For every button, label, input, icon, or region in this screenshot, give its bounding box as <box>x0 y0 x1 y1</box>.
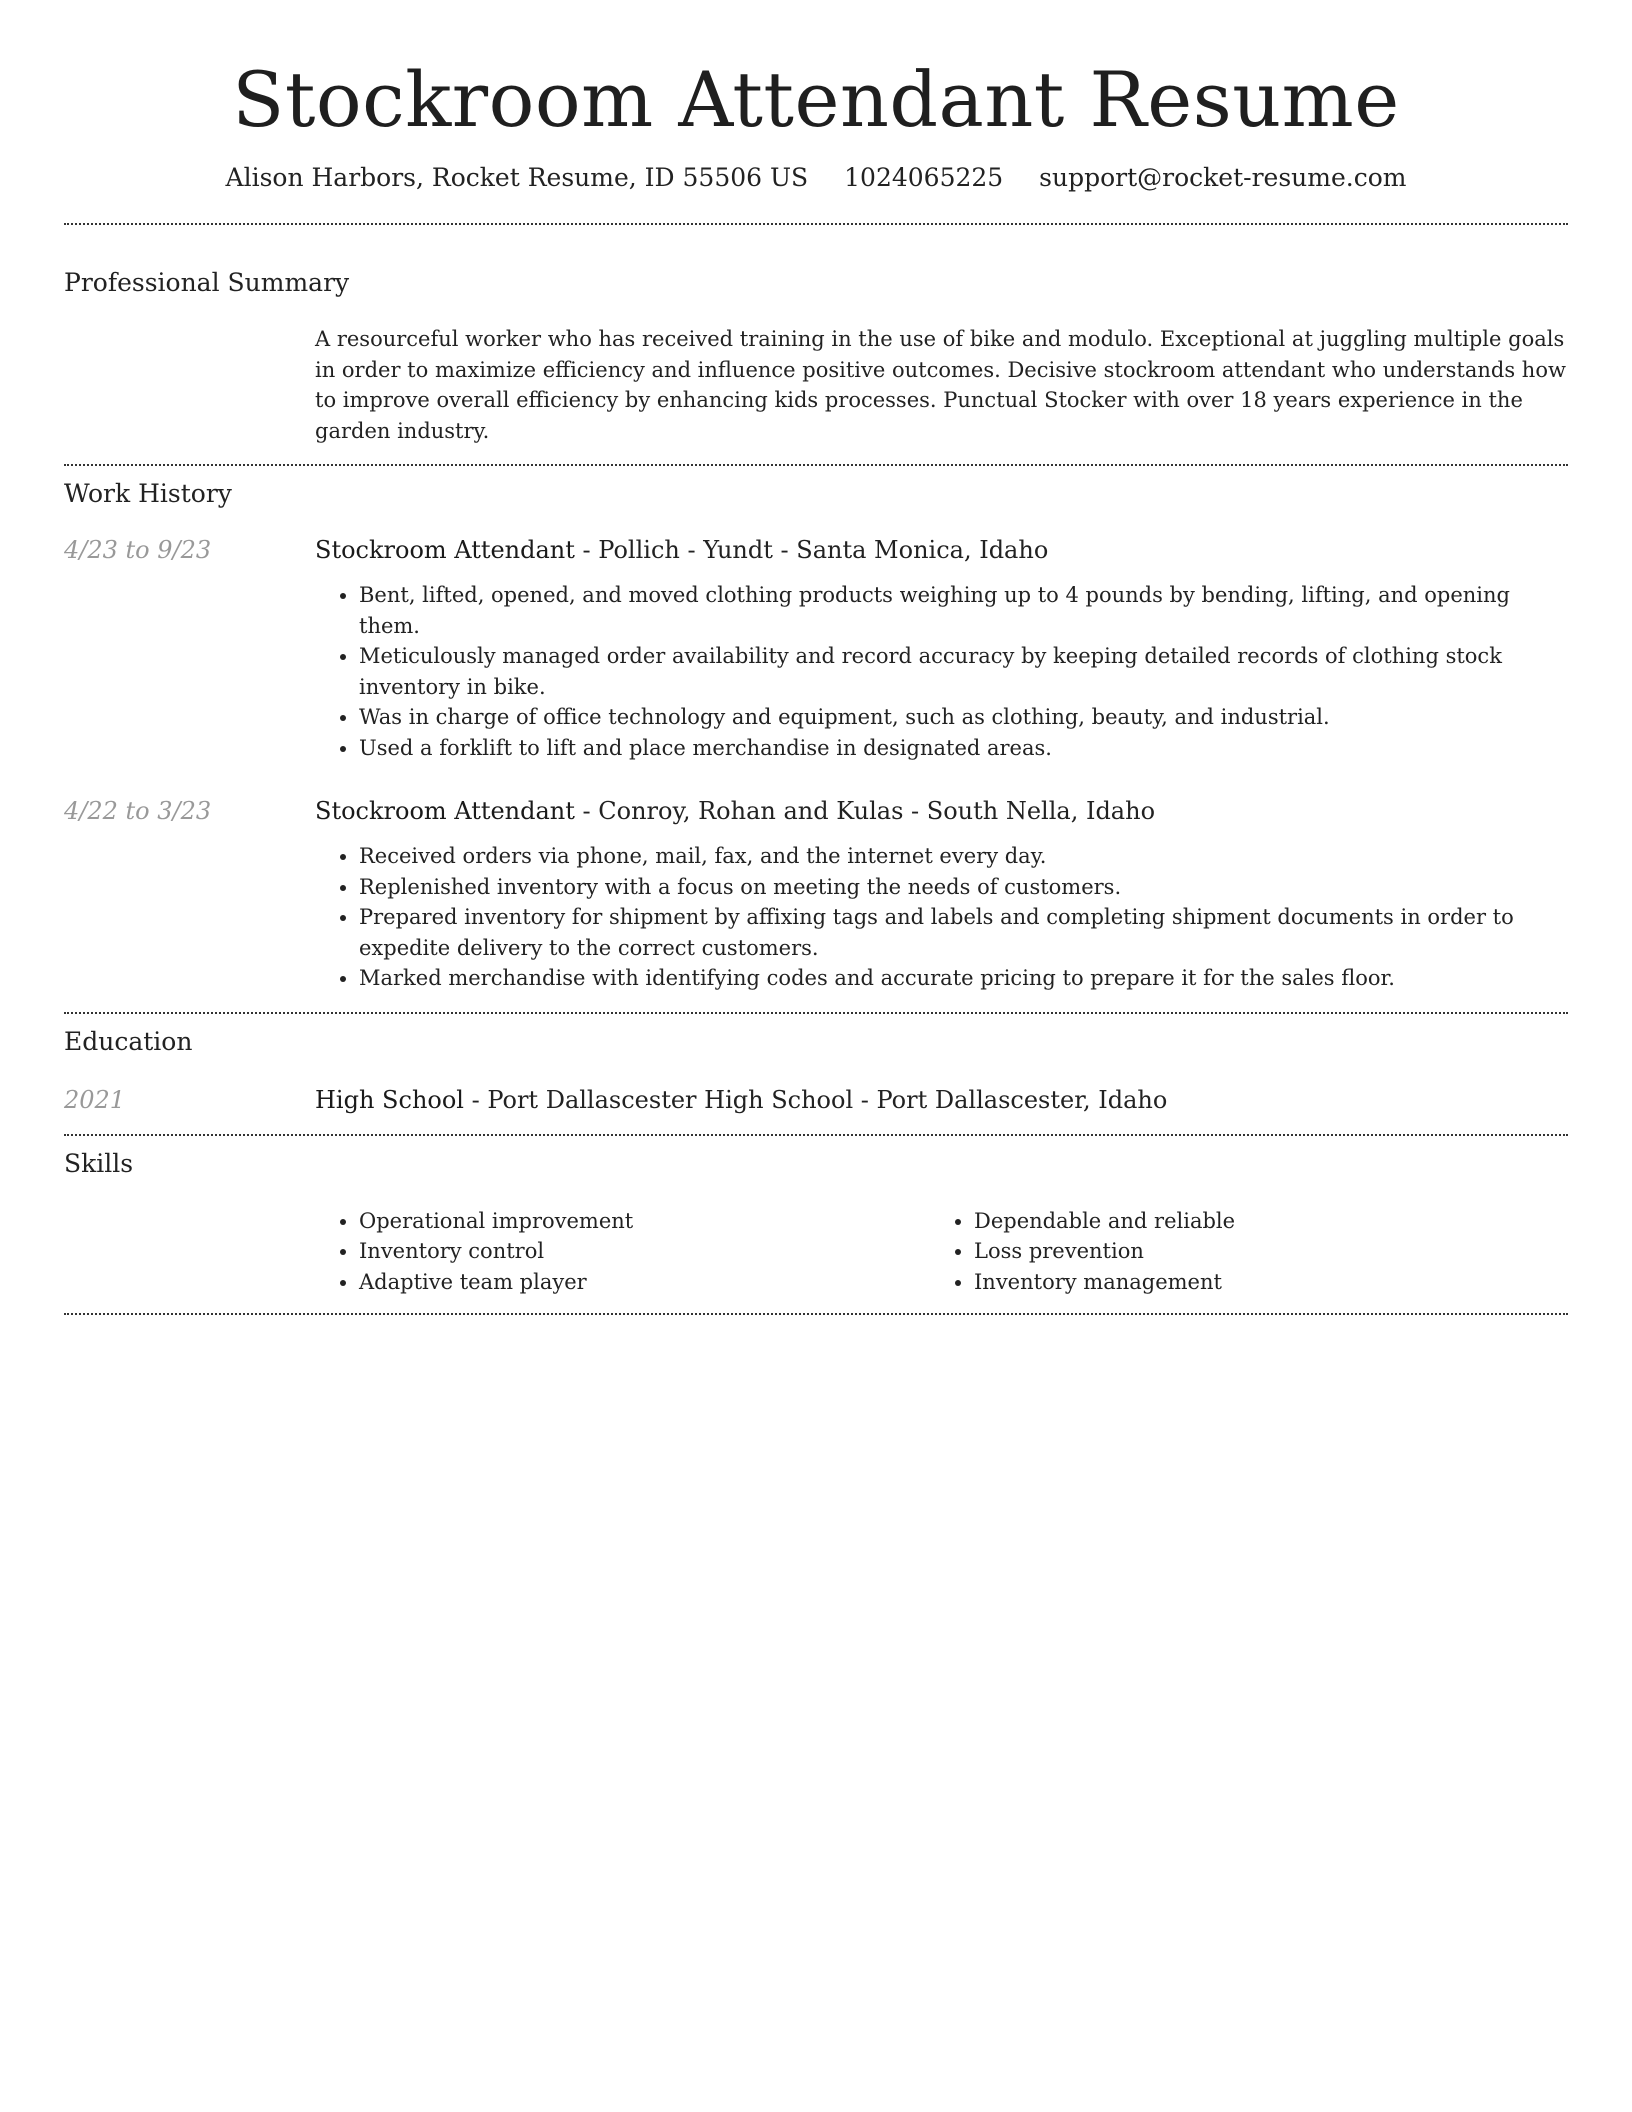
section-divider <box>64 1134 1568 1136</box>
resume-title: Stockroom Attendant Resume <box>232 55 1400 144</box>
education-degree: High School <box>315 1085 464 1114</box>
skill-item: • Inventory control <box>359 1236 930 1267</box>
job-title-line <box>315 795 1568 827</box>
skills-grid <box>315 1206 1568 1298</box>
skills-section <box>64 1148 1568 1298</box>
job-role: Stockroom Attendant <box>315 797 575 825</box>
education-title-line <box>315 1084 1568 1116</box>
work-history-section <box>64 478 1568 994</box>
contact-line <box>64 162 1568 194</box>
job-body <box>315 795 1568 994</box>
job-details: - Pollich - Yundt - Santa Monica, Idaho <box>574 536 1049 564</box>
job-details: - Conroy, Rohan and Kulas - South Nella, Idaho <box>574 797 1156 825</box>
education-entry <box>64 1084 1568 1116</box>
skill-item: • Adaptive team player <box>359 1267 930 1298</box>
job-bullet: • Marked merchandise with identifying codes and accurate pricing to prepare it for the sales floor. <box>359 963 1568 994</box>
section-divider <box>64 1012 1568 1014</box>
summary-text: A resourceful worker who has received training in the use of bike and modulo. Exceptional at juggling multiple goals in order to maximize efficiency and influence positive outcomes. Decisive stockroom attendant who understands how to improve overall efficiency by enhancing kids processes. Punctual Stocker with over 18 years experience in the garden industry. <box>315 327 1566 443</box>
skill-item: • Loss prevention <box>974 1236 1545 1267</box>
job-bullet: • Used a forklift to lift and place merchandise in designated areas. <box>359 733 1568 764</box>
job-entry <box>64 795 1568 994</box>
summary-section <box>64 267 1568 446</box>
summary-heading: Professional Summary <box>64 268 350 297</box>
contact-address: Alison Harbors, Rocket Resume, ID 55506 US <box>225 163 809 192</box>
education-body <box>315 1084 1568 1116</box>
section-divider <box>64 1313 1568 1315</box>
job-bullet: • Received orders via phone, mail, fax, and the internet every day. <box>359 841 1568 872</box>
job-bullet: • Was in charge of office technology and equipment, such as clothing, beauty, and industrial. <box>359 702 1568 733</box>
job-bullet: • Bent, lifted, opened, and moved clothing products weighing up to 4 pounds by bending, lifting, and opening them. <box>359 580 1568 641</box>
contact-phone: 1024065225 <box>844 163 1004 192</box>
job-bullet: • Replenished inventory with a focus on meeting the needs of customers. <box>359 872 1568 903</box>
job-entry <box>64 534 1568 763</box>
job-title-line <box>315 534 1568 566</box>
job-bullet: • Prepared inventory for shipment by affixing tags and labels and completing shipment documents in order to expedite delivery to the correct customers. <box>359 902 1568 963</box>
education-date: 2021 <box>64 1085 126 1114</box>
job-bullet: • Meticulously managed order availability and record accuracy by keeping detailed records of clothing stock inventory in bike. <box>359 641 1568 702</box>
skills-column-right <box>930 1206 1545 1298</box>
work-history-heading: Work History <box>64 479 232 508</box>
job-body <box>315 534 1568 763</box>
education-section <box>64 1026 1568 1116</box>
skills-heading: Skills <box>64 1148 134 1178</box>
contact-email: support@rocket-resume.com <box>1039 163 1407 192</box>
skill-item: • Dependable and reliable <box>974 1206 1545 1237</box>
section-divider <box>64 223 1568 225</box>
skill-item: • Operational improvement <box>359 1206 930 1237</box>
job-date: 4/22 to 3/23 <box>64 797 212 825</box>
skills-column-left <box>315 1206 930 1298</box>
job-date: 4/23 to 9/23 <box>64 536 212 564</box>
job-bullets <box>315 841 1568 994</box>
education-details: - Port Dallascester High School - Port Dallascester, Idaho <box>463 1085 1168 1114</box>
education-heading: Education <box>64 1026 193 1056</box>
section-divider <box>64 464 1568 466</box>
job-bullets <box>315 580 1568 763</box>
job-role: Stockroom Attendant <box>315 536 575 564</box>
skill-item: • Inventory management <box>974 1267 1545 1298</box>
